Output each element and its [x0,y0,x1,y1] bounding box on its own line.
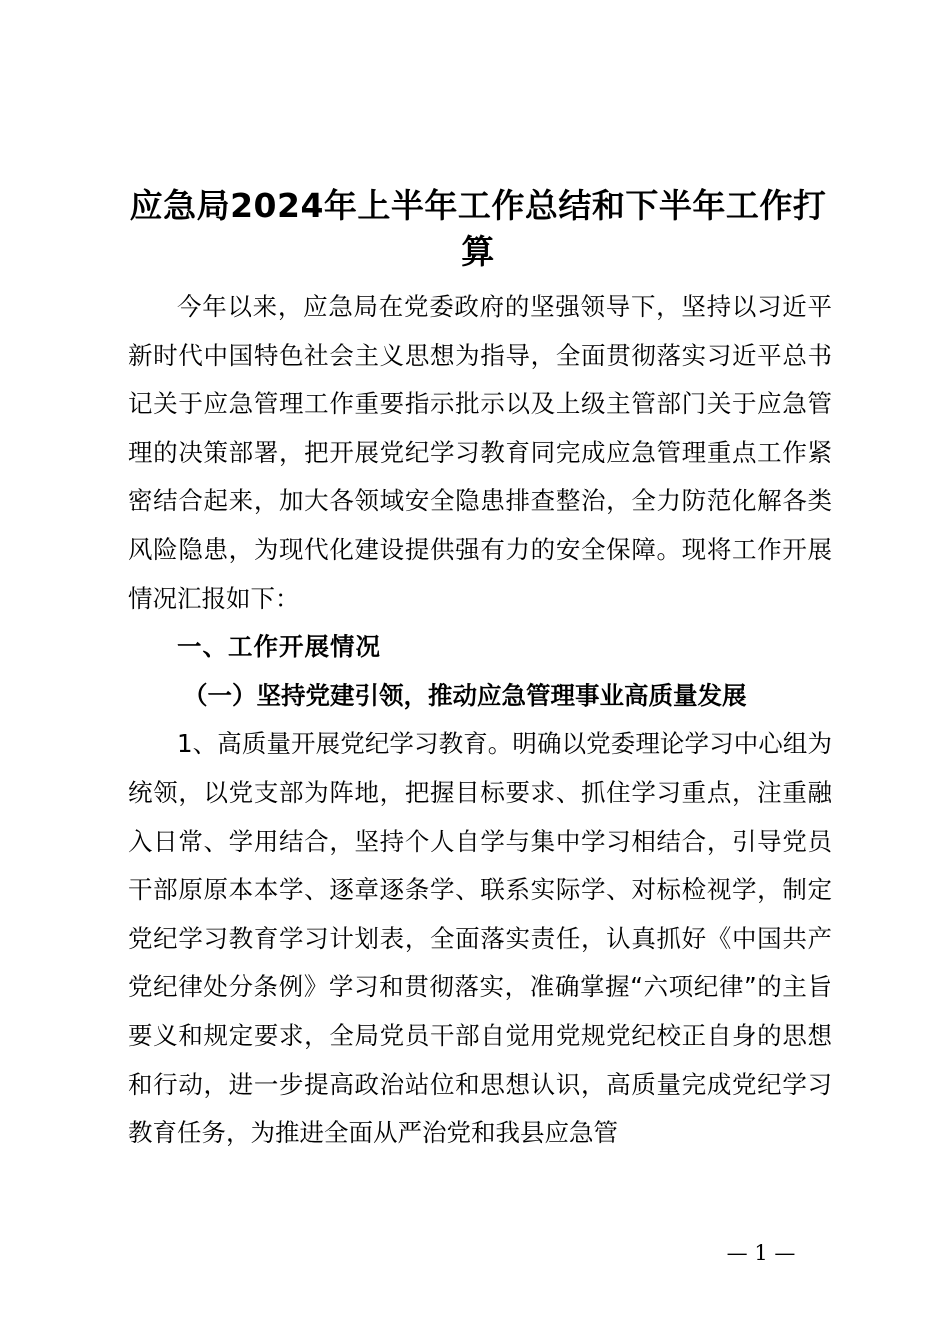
subsection-heading: （一）坚持党建引领，推动应急管理事业高质量发展 [183,680,747,710]
body-paragraph: 1、高质量开展党纪学习教育。明确以党委理论学习中心组为统领，以党支部为阵地，把握目标要求、抓住学习重点，注重融入日常、学用结合，坚持个人自学与集中学习相结合，引导党员干部原原本本学、逐章逐条学、联系实际学、对标检视学，制定党纪学习教育学习计划表，全面落实责任，认真抓好《中国共产党纪律处分条例》学习和贯彻落实，准确掌握“六项纪律”的主旨要义和规定要求，全局党员干部自觉用党规党纪校正自身的思想和行动，进一步提高政治站位和思想认识，高质量完成党纪学习教育任务，为推进全面从严治党和我县应急管 [128,729,832,1148]
intro-paragraph: 今年以来，应急局在党委政府的坚强领导下，坚持以习近平新时代中国特色社会主义思想为指导，全面贯彻落实习近平总书记关于应急管理工作重要指示批示以及上级主管部门关于应急管理的决策部署，把开展党纪学习教育同完成应急管理重点工作紧密结合起来，加大各领域安全隐患排查整治，全力防范化解各类风险隐患，为现代化建设提供强有力的安全保障。现将工作开展情况汇报如下： [128,292,832,613]
document-body [128,283,832,1158]
section-heading: 一、工作开展情况 [177,632,381,662]
document-title: 应急局2024年上半年工作总结和下半年工作打算 [129,186,827,271]
page-number: — 1 — [726,1241,796,1265]
